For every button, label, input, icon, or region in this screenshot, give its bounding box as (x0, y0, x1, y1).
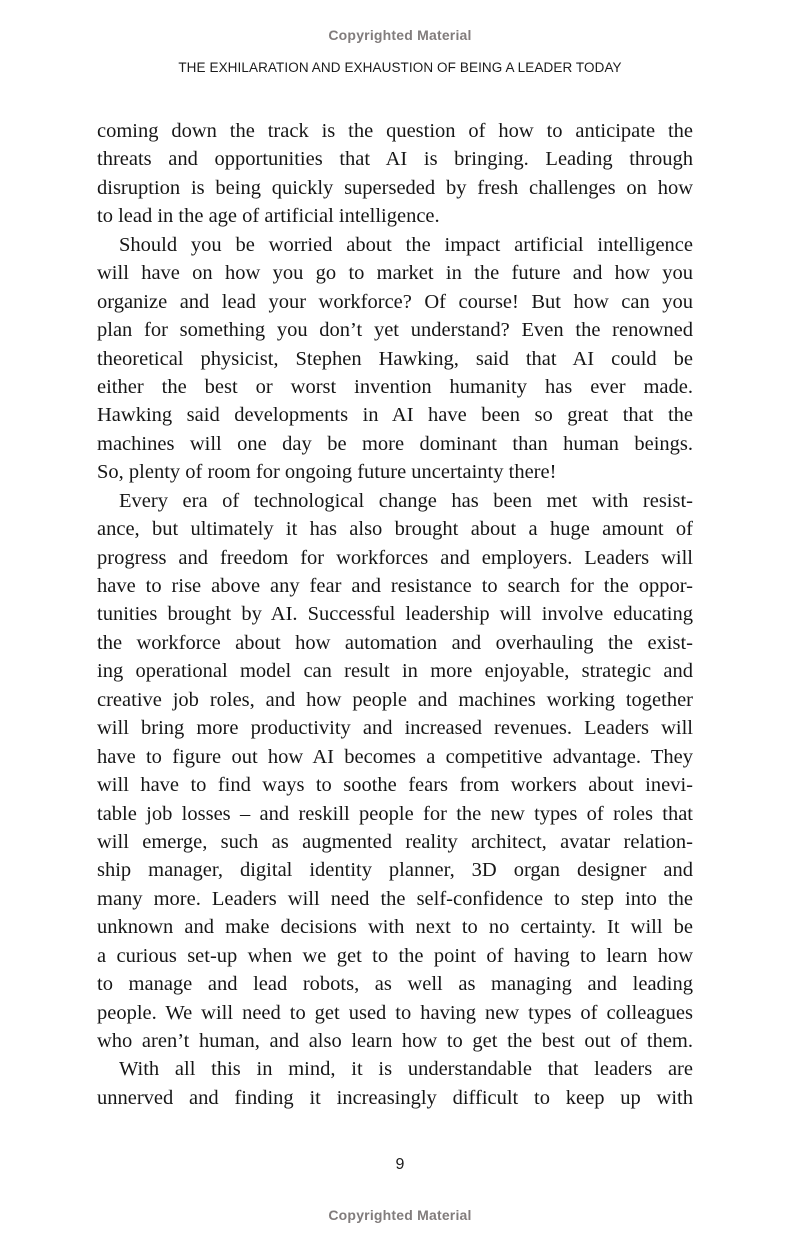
text-line: have to figure out how AI becomes a competitive advantage. They (97, 745, 693, 768)
text-line: ship manager, digital identity planner, 3D organ designer and (97, 859, 693, 882)
paragraph (97, 117, 693, 231)
text-line: Hawking said developments in AI have been so great that the (97, 404, 693, 427)
text-line: theoretical physicist, Stephen Hawking, said that AI could be (97, 347, 693, 370)
page-number: 9 (395, 1156, 405, 1173)
text-line: Should you be worried about the impact artificial intelligence (119, 233, 693, 256)
text-line: a curious set-up when we get to the point of having to learn how (97, 944, 693, 967)
paragraph (97, 1055, 693, 1112)
text-line: tunities brought by AI. Successful leadership will involve educating (97, 603, 693, 626)
text-line: who aren’t human, and also learn how to get the best out of them. (97, 1030, 693, 1052)
text-line: plan for something you don’t yet understand? Even the renowned (97, 319, 693, 342)
text-line: will emerge, such as augmented reality architect, avatar relation- (97, 830, 693, 853)
text-line: unknown and make decisions with next to no certainty. It will be (97, 916, 693, 939)
text-line: organize and lead your workforce? Of course! But how can you (97, 290, 693, 313)
text-line: progress and freedom for workforces and employers. Leaders will (97, 546, 693, 569)
body-text (97, 117, 693, 1112)
text-line: many more. Leaders will need the self-confidence to step into the (97, 887, 693, 910)
text-line: machines will one day be more dominant than human beings. (97, 432, 693, 455)
copyright-watermark-bottom: Copyrighted Material (328, 1207, 472, 1223)
text-line: threats and opportunities that AI is bringing. Leading through (97, 148, 693, 171)
text-line: have to rise above any fear and resistance to search for the oppor- (97, 575, 693, 597)
text-line: the workforce about how automation and overhauling the exist- (97, 631, 693, 654)
text-line: ance, but ultimately it has also brought about a huge amount of (97, 518, 693, 541)
text-line: creative job roles, and how people and machines working together (97, 688, 693, 711)
copyright-watermark-top: Copyrighted Material (328, 27, 472, 43)
text-line: to lead in the age of artificial intelligence. (97, 205, 440, 228)
text-line: ing operational model can result in more enjoyable, strategic and (97, 660, 693, 683)
text-line: table job losses – and reskill people for the new types of roles that (97, 802, 693, 825)
text-line: either the best or worst invention humanity has ever made. (97, 375, 693, 398)
text-line: Every era of technological change has been met with resist- (119, 489, 693, 512)
paragraph (97, 487, 693, 1056)
paragraph (97, 231, 693, 487)
text-line: With all this in mind, it is understandable that leaders are (119, 1058, 693, 1081)
text-line: will bring more productivity and increased revenues. Leaders will (97, 717, 693, 740)
text-line: will have on how you go to market in the future and how you (97, 262, 693, 285)
text-line: So, plenty of room for ongoing future uncertainty there! (97, 461, 557, 484)
text-line: people. We will need to get used to having new types of colleagues (97, 1001, 693, 1024)
text-line: to manage and lead robots, as well as managing and leading (97, 973, 693, 996)
text-line: will have to find ways to soothe fears from workers about inevi- (97, 774, 693, 797)
text-line: unnerved and finding it increasingly difficult to keep up with (97, 1086, 693, 1109)
text-line: coming down the track is the question of how to anticipate the (97, 120, 693, 142)
text-line: disruption is being quickly superseded by fresh challenges on how (97, 176, 693, 199)
running-header: THE EXHILARATION AND EXHAUSTION OF BEING A LEADER TODAY (178, 60, 622, 75)
